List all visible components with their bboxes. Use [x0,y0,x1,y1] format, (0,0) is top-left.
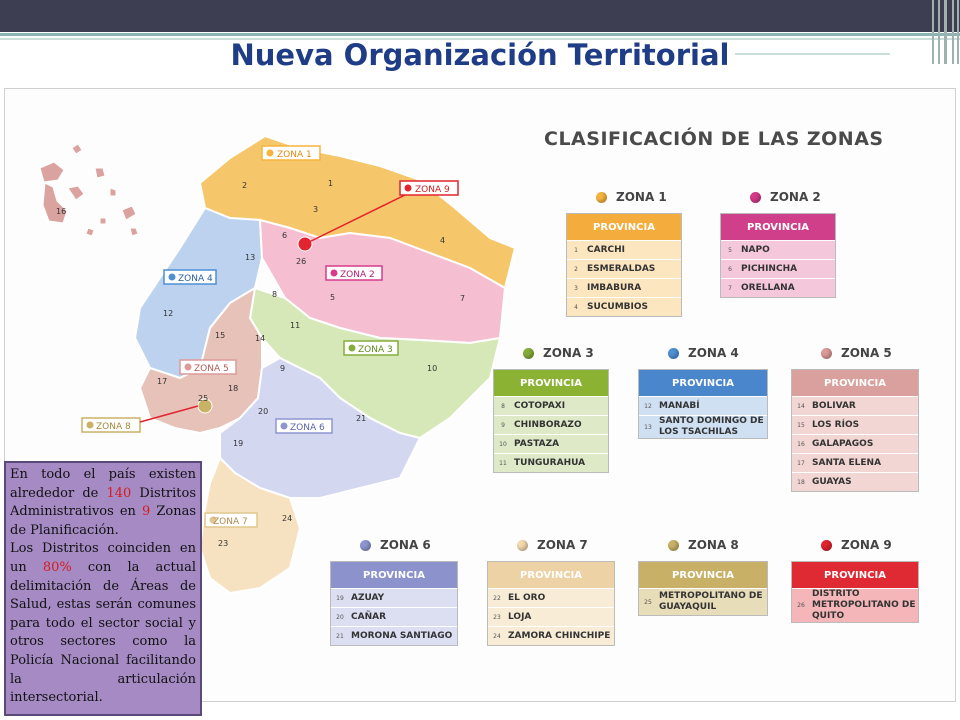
province-table [566,213,682,317]
province-row [792,415,918,434]
zone-8-legend [638,535,768,616]
zone-heading [638,343,768,363]
province-row [494,434,608,453]
map-label-zona-4: ZONA 4 [178,274,213,284]
province-row [567,297,681,316]
zone-label: ZONA 9 [841,538,892,552]
svg-text:16: 16 [56,207,67,216]
svg-text:2: 2 [242,181,248,190]
province-number: 3 [574,284,578,292]
svg-text:12: 12 [163,309,174,318]
province-name: IMBABURA [587,282,642,293]
svg-text:23: 23 [218,539,229,548]
province-name: MORONA SANTIAGO [351,630,453,641]
province-row [639,396,767,415]
zone-5-legend [791,343,919,492]
svg-text:10: 10 [427,364,438,373]
zone-4-legend [638,343,768,439]
zone-heading [720,187,836,207]
province-name: NAPO [741,244,770,255]
province-row [721,240,835,259]
province-row [721,259,835,278]
zone-1-legend [566,187,682,317]
province-number: 15 [797,421,805,429]
zone-7-legend [487,535,615,646]
province-name: AZUAY [351,592,385,603]
province-row [792,472,918,491]
province-name: ESMERALDAS [587,263,656,274]
zone-label: ZONA 6 [380,538,431,552]
province-table [638,561,768,616]
svg-text:11: 11 [290,321,301,330]
svg-text:5: 5 [330,293,336,302]
map-label-zona-1: ZONA 1 [277,150,312,160]
svg-text:25: 25 [198,394,209,403]
province-row [494,453,608,472]
province-number: 18 [797,478,805,486]
province-name: BOLIVAR [812,400,856,411]
province-row [792,434,918,453]
province-number: 5 [728,246,732,254]
province-number: 8 [501,402,505,410]
province-number: 26 [797,602,805,609]
province-table [487,561,615,646]
galapagos-islands [40,144,138,236]
info-paragraph-2: Los Distritos coinciden en un 80% con la actual delimitación de Áreas de Salud, estas serán comunes para todo el sector social y otros sectores como la Policía Nacional facilitando la articulación intersectorial. [10,541,196,706]
province-name: LOJA [508,611,532,622]
province-header: PROVINCIA [567,214,681,240]
svg-text:24: 24 [282,514,293,523]
province-table [791,369,919,492]
province-number: 10 [499,440,507,448]
province-row [494,396,608,415]
province-number: 7 [728,284,732,292]
zone-dot-icon [517,540,528,551]
map-label-zona-9: ZONA 9 [415,185,450,195]
zone-label: ZONA 5 [841,346,892,360]
map-label-zona-2: ZONA 2 [340,270,375,280]
province-table [720,213,836,298]
svg-text:7: 7 [460,294,466,303]
zone-dot-icon [360,540,371,551]
province-number: 9 [501,421,505,429]
province-number: 21 [336,632,344,640]
zone-dot-icon [821,540,832,551]
province-number: 12 [644,402,652,410]
province-name: CAÑAR [351,611,386,622]
province-name: CHINBORAZO [514,419,582,430]
province-number: 11 [499,459,507,467]
province-header: PROVINCIA [792,370,918,396]
province-row [792,588,918,622]
province-row [331,626,457,645]
zone-3-legend [493,343,609,473]
province-row [331,607,457,626]
province-row [792,396,918,415]
zone-dot-icon [821,348,832,359]
zone-dot-icon [596,192,607,203]
svg-text:26: 26 [296,257,307,266]
zone-heading [791,343,919,363]
classification-title: CLASIFICACIÓN DE LAS ZONAS [544,128,884,150]
province-header: PROVINCIA [494,370,608,396]
province-number: 22 [493,594,501,602]
zone-heading [791,535,919,555]
province-name: SANTO DOMINGO DE LOS TSACHILAS [659,416,764,437]
province-row [721,278,835,297]
zone-6-legend [330,535,458,646]
zone-dot-icon [668,348,679,359]
zone-label: ZONA 3 [543,346,594,360]
zone-heading [638,535,768,555]
province-name: ORELLANA [741,282,795,293]
province-row [639,415,767,438]
zone-label: ZONA 8 [688,538,739,552]
province-row [488,607,614,626]
zone-2-legend [720,187,836,298]
svg-text:4: 4 [440,236,446,245]
info-textbox [4,461,202,716]
info-paragraph-1: En todo el país existen alrededor de 140 Distritos Administrativos en 9 Zonas de Planificación. [10,467,196,538]
province-name: COTOPAXI [514,400,566,411]
province-header: PROVINCIA [639,370,767,396]
map-label-zona-5: ZONA 5 [194,364,229,374]
zone-label: ZONA 2 [770,190,821,204]
province-number: 19 [336,594,344,602]
province-row [639,588,767,615]
province-row [792,453,918,472]
province-name: SUCUMBIOS [587,301,649,312]
province-number: 13 [644,423,652,431]
svg-text:6: 6 [282,231,288,240]
province-header: PROVINCIA [331,562,457,588]
title-underline [735,53,890,55]
header-accent-line [0,33,960,36]
province-name: GALAPAGOS [812,438,874,449]
province-number: 14 [797,402,805,410]
map-label-zona-6: ZONA 6 [290,423,325,433]
province-number: 25 [644,598,652,606]
svg-text:1: 1 [328,179,334,188]
province-name: PASTAZA [514,438,560,449]
province-name: PICHINCHA [741,263,798,274]
svg-text:9: 9 [280,364,286,373]
zone-heading [487,535,615,555]
province-name: TUNGURAHUA [514,457,586,468]
svg-text:21: 21 [356,414,367,423]
zone-dot-icon [750,192,761,203]
province-header: PROVINCIA [792,562,918,588]
slide-title: Nueva Organización Territorial [230,38,730,72]
province-number: 17 [797,459,805,467]
zone-label: ZONA 1 [616,190,667,204]
province-row [488,626,614,645]
zone-heading [566,187,682,207]
province-name: METROPOLITANO DE GUAYAQUIL [659,591,763,612]
province-name: MANABÍ [659,400,700,411]
province-table [791,561,919,623]
province-number: 16 [797,440,805,448]
province-name: EL ORO [508,592,546,603]
province-row [488,588,614,607]
province-row [331,588,457,607]
svg-text:20: 20 [258,407,269,416]
province-number: 6 [728,265,732,273]
province-row [494,415,608,434]
svg-text:19: 19 [233,439,244,448]
province-name: SANTA ELENA [812,457,882,468]
province-name: GUAYAS [812,476,852,487]
province-table [493,369,609,473]
province-name: LOS RÍOS [812,419,860,430]
province-header: PROVINCIA [639,562,767,588]
province-name: CARCHI [587,244,625,255]
zone-label: ZONA 7 [537,538,588,552]
map-label-zona-7: ZONA 7 [213,517,248,527]
zone-heading [330,535,458,555]
province-header: PROVINCIA [488,562,614,588]
province-number: 23 [493,613,501,621]
svg-text:13: 13 [245,253,256,262]
top-bar [0,0,960,32]
province-number: 1 [574,246,578,254]
zone-9-legend [791,535,919,623]
province-header: PROVINCIA [721,214,835,240]
province-number: 2 [574,265,578,273]
province-number: 4 [574,303,578,311]
province-name: DISTRITO METROPOLITANO DE QUITO [812,589,916,621]
zone-heading [493,343,609,363]
svg-text:15: 15 [215,331,226,340]
province-number: 20 [336,613,344,621]
province-name: ZAMORA CHINCHIPE [508,630,611,641]
zone-label: ZONA 4 [688,346,739,360]
province-row [567,259,681,278]
map-label-zona-3: ZONA 3 [358,345,393,355]
province-table [330,561,458,646]
zone-dot-icon [668,540,679,551]
svg-text:18: 18 [228,384,239,393]
svg-text:3: 3 [313,205,319,214]
province-row [567,278,681,297]
province-table [638,369,768,439]
svg-text:14: 14 [255,334,266,343]
svg-text:17: 17 [157,377,168,386]
zone-dot-icon [523,348,534,359]
province-row [567,240,681,259]
province-number: 24 [493,632,501,640]
map-label-zona-8: ZONA 8 [96,422,131,432]
svg-text:8: 8 [272,290,278,299]
